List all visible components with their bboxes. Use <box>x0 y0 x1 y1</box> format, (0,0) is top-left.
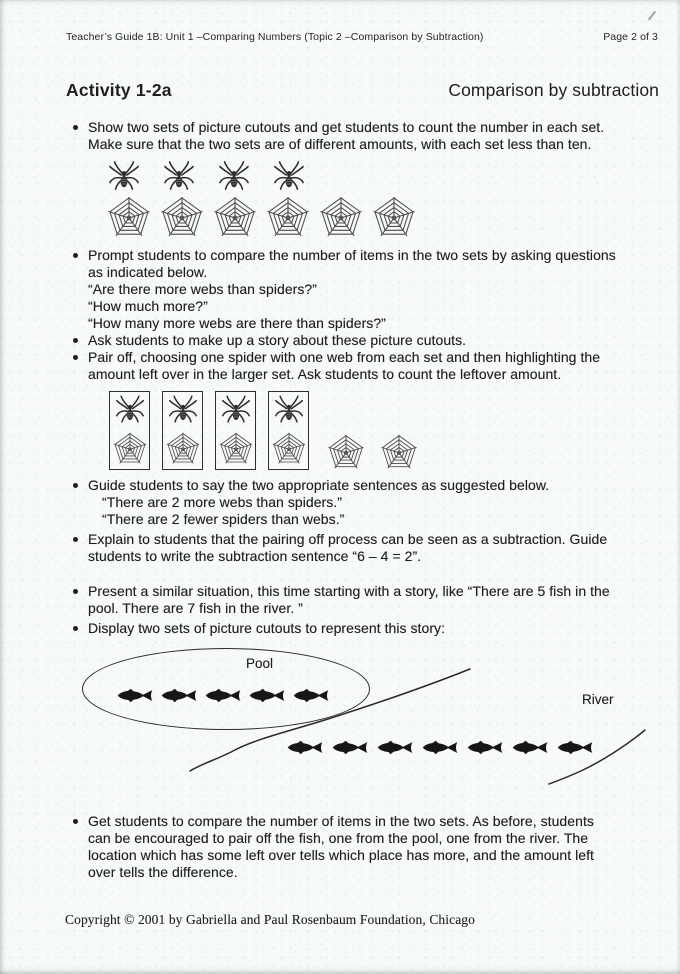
bullet-make-up-story <box>71 332 666 349</box>
river-fish-row <box>286 740 594 755</box>
bullet-show-two-sets <box>71 119 666 153</box>
pairing-box <box>215 391 256 470</box>
bullet-display-cutouts <box>71 620 666 637</box>
bullet-marker <box>73 589 78 594</box>
spiderweb-icon <box>165 432 201 465</box>
bullet-prompt-questions <box>71 247 666 332</box>
pairing-box <box>109 391 150 470</box>
bullet-text-line: Guide students to say the two appropriate sentences as suggested below. <box>88 477 550 493</box>
spiderweb-icon <box>378 434 420 470</box>
scan-artifact <box>648 11 656 21</box>
spider-icon <box>273 161 305 191</box>
bullet-text-line: Prompt students to compare the number of items in the two sets by asking questions <box>88 247 616 263</box>
spiderweb-icon <box>325 434 367 470</box>
pairing-box <box>268 391 309 470</box>
bullet-text-line: students to write the subtraction sentence “6 – 4 = 2”. <box>88 548 422 564</box>
bullet-marker <box>73 626 78 631</box>
question-quote-line: “How much more?” <box>88 298 208 314</box>
spider-icon <box>221 395 251 424</box>
bullet-marker <box>73 483 78 488</box>
fish-icon <box>556 740 594 755</box>
bullet-explain-subtraction <box>71 531 666 565</box>
spider-icon <box>115 395 145 424</box>
fish-icon <box>204 688 242 703</box>
fish-icon <box>376 740 414 755</box>
bullet-text-line: Present a similar situation, this time starting with a story, like “There are 5 fish in the <box>88 583 610 599</box>
fish-icon <box>421 740 459 755</box>
spider-icon <box>163 161 195 191</box>
bullet-text-line: can be encouraged to pair off the fish, one from the pool, one from the river. The <box>88 830 589 846</box>
activity-title-row <box>66 80 659 101</box>
bullet-text-line: Get students to compare the number of items in the two sets. As before, students <box>88 813 594 829</box>
fish-icon <box>292 688 330 703</box>
pool-fish-row <box>116 688 330 703</box>
spiderweb-icon <box>218 432 254 465</box>
web-cutout-row <box>106 196 417 238</box>
river-label: River <box>582 692 614 707</box>
fish-icon <box>466 740 504 755</box>
question-quote-line: “Are there more webs than spiders?” <box>88 281 317 297</box>
bullet-text-line: Show two sets of picture cutouts and get students to count the number in each set. <box>88 119 605 135</box>
activity-title: Activity 1-2a <box>66 80 172 100</box>
bullet-pair-off <box>71 349 666 383</box>
bullet-marker <box>73 338 78 343</box>
spider-icon <box>274 395 304 424</box>
pairing-box-row <box>109 391 309 470</box>
header-page-number: Page 2 of 3 <box>603 31 658 43</box>
leftover-web-row <box>325 434 420 470</box>
copyright-line: Copyright © 2001 by Gabriella and Paul Rosenbaum Foundation, Chicago <box>65 912 476 927</box>
bullet-present-situation <box>71 583 666 617</box>
spiderweb-icon <box>318 196 364 238</box>
page-header <box>66 31 658 44</box>
fish-icon <box>116 688 154 703</box>
spiderweb-icon <box>265 196 311 238</box>
bullet-compare-sets <box>71 813 666 881</box>
spider-cutout-row <box>108 161 305 191</box>
activity-subtitle: Comparison by subtraction <box>448 80 659 100</box>
header-guide-title: Teacher’s Guide 1B: Unit 1 –Comparing Numbers (Topic 2 –Comparison by Subtraction) <box>66 31 484 43</box>
spiderweb-icon <box>271 432 307 465</box>
fish-icon <box>160 688 198 703</box>
bullet-text-line: Display two sets of picture cutouts to represent this story: <box>88 620 446 636</box>
bullet-text-line: amount left over in the larger set. Ask students to count the leftover amount. <box>88 366 562 382</box>
question-quote-line: “How many more webs are there than spiders?” <box>88 315 386 331</box>
river-right-bank-curve <box>549 730 645 784</box>
pool-label: Pool <box>246 656 274 671</box>
spider-icon <box>168 395 198 424</box>
bullet-text-line: Make sure that the two sets are of different amounts, with each set less than ten. <box>88 136 592 152</box>
bullet-text-line: location which has some left over tells which place has more, and the amount left <box>88 847 594 863</box>
sentence-quote-line: “There are 2 fewer spiders than webs.” <box>102 511 345 527</box>
spiderweb-icon <box>112 432 148 465</box>
bullet-marker <box>73 537 78 542</box>
bullet-text-line: pool. There are 7 fish in the river. ” <box>88 600 303 616</box>
fish-icon <box>331 740 369 755</box>
bullet-marker <box>73 253 78 258</box>
bullet-marker <box>73 819 78 824</box>
fish-icon <box>511 740 549 755</box>
spiderweb-icon <box>212 196 258 238</box>
bullet-text-line: over tells the difference. <box>88 864 238 880</box>
sentence-quote-line: “There are 2 more webs than spiders.” <box>102 494 342 510</box>
spiderweb-icon <box>371 196 417 238</box>
spiderweb-icon <box>106 196 152 238</box>
spiderweb-icon <box>159 196 205 238</box>
spider-icon <box>218 161 250 191</box>
pairing-box <box>162 391 203 470</box>
bullet-text-line: Ask students to make up a story about these picture cutouts. <box>88 332 467 348</box>
bullet-text-line: as indicated below. <box>88 264 208 280</box>
bullet-text-line: Pair off, choosing one spider with one web from each set and then highlighting the <box>88 349 601 365</box>
bullet-guide-sentences <box>71 477 666 528</box>
bullet-text-line: Explain to students that the pairing off process can be seen as a subtraction. Guide <box>88 531 608 547</box>
bullet-marker <box>73 355 78 360</box>
bullet-marker <box>73 125 78 130</box>
fish-icon <box>248 688 286 703</box>
fish-icon <box>286 740 324 755</box>
spider-icon <box>108 161 140 191</box>
